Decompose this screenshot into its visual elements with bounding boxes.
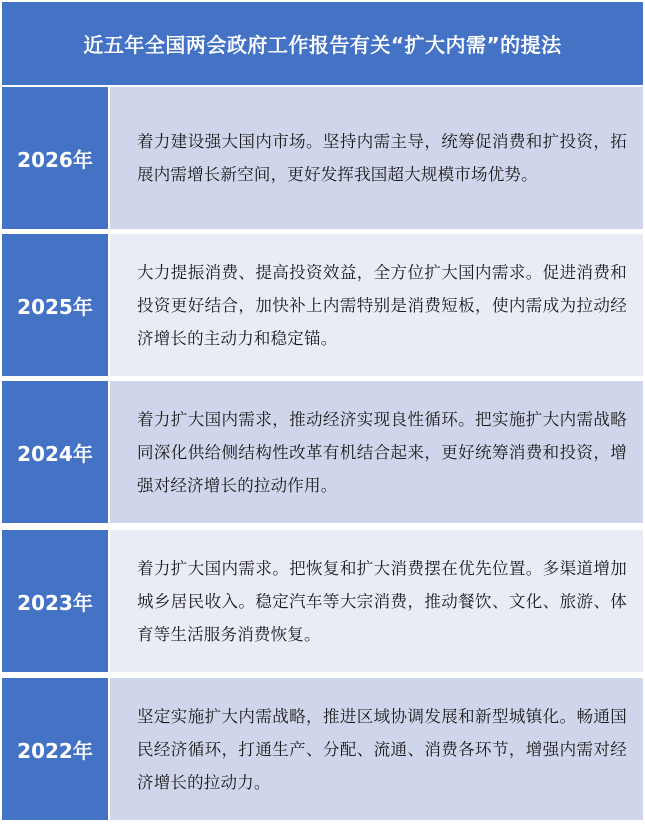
description-cell — [110, 381, 643, 523]
table-title: 近五年全国两会政府工作报告有关“扩大内需”的提法 — [83, 33, 562, 57]
table-row-2025 — [2, 234, 643, 376]
year-label: 2026年 — [17, 147, 93, 172]
year-cell — [2, 381, 108, 523]
description-text: 着力扩大国内需求，推动经济实现良性循环。把实施扩大内需战略同深化供给侧结构性改革有机结合起来，更好统筹消费和投资，增强对经济增长的拉动作用。 — [137, 409, 627, 495]
description-text: 大力提振消费、提高投资效益，全方位扩大国内需求。促进消费和投资更好结合，加快补上内需特别是消费短板，使内需成为拉动经济增长的主动力和稳定锚。 — [137, 262, 627, 348]
description-cell — [110, 234, 643, 376]
description-text: 坚定实施扩大内需战略，推进区域协调发展和新型城镇化。畅通国民经济循环，打通生产、分配、流通、消费各环节，增强内需对经济增长的拉动力。 — [137, 706, 627, 792]
description-cell — [110, 530, 643, 672]
table-row-2023 — [2, 530, 643, 672]
table-row-2024 — [2, 381, 643, 523]
table-header — [2, 2, 643, 85]
year-label: 2022年 — [17, 738, 93, 763]
year-cell — [2, 678, 108, 820]
description-text: 着力扩大国内需求。把恢复和扩大消费摆在优先位置。多渠道增加城乡居民收入。稳定汽车等大宗消费，推动餐饮、文化、旅游、体育等生活服务消费恢复。 — [137, 558, 627, 644]
table-row-2022 — [2, 678, 643, 820]
year-label: 2025年 — [17, 294, 93, 319]
year-cell — [2, 87, 108, 229]
year-cell — [2, 234, 108, 376]
description-cell — [110, 87, 643, 229]
description-text: 着力建设强大国内市场。坚持内需主导，统筹促消费和扩投资，拓展内需增长新空间，更好发挥我国超大规模市场优势。 — [137, 132, 627, 184]
description-cell — [110, 678, 643, 820]
year-cell — [2, 530, 108, 672]
year-label: 2023年 — [17, 590, 93, 615]
year-label: 2024年 — [17, 441, 93, 466]
table-row-2026 — [2, 87, 643, 229]
